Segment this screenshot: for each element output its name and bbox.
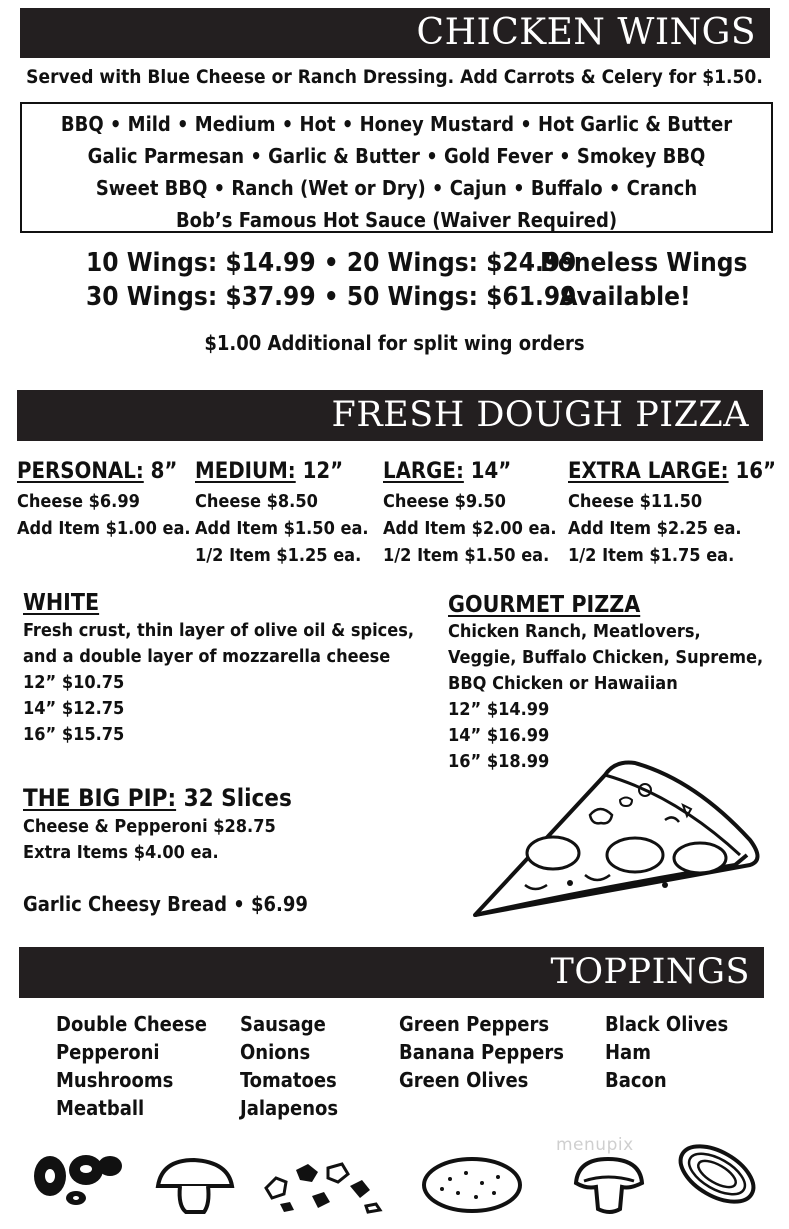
big-pip-subtitle: 32 Slices: [176, 784, 292, 812]
pizza-header-bar: [17, 390, 763, 441]
size-name: LARGE:: [383, 459, 464, 484]
big-pip-line: Cheese & Pepperoni $28.75: [23, 816, 276, 837]
wings-served-with: Served with Blue Cheese or Ranch Dressing. Add Carrots & Celery for $1.50.: [26, 66, 763, 88]
gourmet-pizza-section: [448, 594, 763, 771]
peppers-icon: [258, 1158, 390, 1216]
flavor-line: BBQ • Mild • Medium • Hot • Honey Mustard • Hot Garlic & Butter: [60, 112, 733, 136]
size-inch: 12”: [295, 459, 344, 484]
gourmet-pizza-line: Chicken Ranch, Meatlovers,: [448, 621, 701, 642]
topping-item: Green Olives: [399, 1068, 529, 1092]
chicken-wings-heading: CHICKEN WINGS: [416, 12, 756, 53]
size-price-line: 1/2 Item $1.75 ea.: [568, 545, 735, 566]
size-inch: 16”: [728, 459, 777, 484]
gourmet-pizza-line: 14” $16.99: [448, 725, 550, 746]
size-price-line: Add Item $1.50 ea.: [195, 518, 369, 539]
topping-item: Banana Peppers: [399, 1040, 564, 1064]
toppings-header-bar: [19, 947, 764, 998]
gourmet-pizza-line: Veggie, Buffalo Chicken, Supreme,: [448, 647, 764, 668]
topping-item: Double Cheese: [56, 1012, 207, 1036]
size-price-line: Cheese $11.50: [568, 491, 703, 512]
size-large: [383, 461, 557, 565]
size-inch: 14”: [463, 459, 512, 484]
toppings-column: [605, 1014, 728, 1090]
white-pizza-line: Fresh crust, thin layer of olive oil & spices,: [23, 620, 415, 641]
size-extra-large: [568, 461, 776, 565]
white-pizza-line: and a double layer of mozzarella cheese: [23, 646, 391, 667]
pepperoni-icon: [420, 1155, 525, 1215]
size-name: PERSONAL:: [17, 459, 144, 484]
watermark: menupix: [556, 1135, 634, 1155]
flavor-line: Galic Parmesan • Garlic & Butter • Gold Fever • Smokey BBQ: [87, 144, 706, 168]
toppings-column: [399, 1014, 564, 1090]
topping-item: Onions: [240, 1040, 311, 1064]
big-pip-section: [23, 786, 292, 862]
size-name: MEDIUM:: [195, 459, 296, 484]
topping-item: Jalapenos: [240, 1096, 339, 1120]
olives-icon: [28, 1148, 128, 1210]
onion-icon: [672, 1138, 762, 1210]
wing-prices-line: 10 Wings: $14.99 • 20 Wings: $24.99: [86, 248, 577, 278]
size-price-line: Add Item $2.00 ea.: [383, 518, 557, 539]
size-medium: [195, 461, 369, 565]
size-price-line: Cheese $6.99: [17, 491, 140, 512]
big-pip-title: THE BIG PIP:: [23, 784, 177, 812]
white-pizza-section: [23, 592, 414, 744]
garlic-cheesy-bread: Garlic Cheesy Bread • $6.99: [23, 892, 308, 916]
size-price-line: Add Item $2.25 ea.: [568, 518, 742, 539]
topping-item: Black Olives: [605, 1012, 729, 1036]
topping-item: Ham: [605, 1040, 651, 1064]
boneless-wings-note: Boneless Wings: [540, 248, 748, 278]
white-pizza-line: 12” $10.75: [23, 672, 125, 693]
gourmet-pizza-title: GOURMET PIZZA: [448, 592, 641, 618]
gourmet-pizza-line: BBQ Chicken or Hawaiian: [448, 673, 678, 694]
topping-item: Green Peppers: [399, 1012, 550, 1036]
flavor-line: Bob’s Famous Hot Sauce (Waiver Required): [175, 208, 618, 232]
topping-item: Meatball: [56, 1096, 145, 1120]
wing-prices-line: 30 Wings: $37.99 • 50 Wings: $61.99: [86, 282, 577, 312]
topping-item: Mushrooms: [56, 1068, 174, 1092]
size-price-line: Cheese $8.50: [195, 491, 318, 512]
pizza-slice-icon: [465, 755, 765, 925]
white-pizza-title: WHITE: [23, 590, 100, 616]
flavor-line: Sweet BBQ • Ranch (Wet or Dry) • Cajun • Buffalo • Cranch: [95, 176, 698, 200]
topping-item: Pepperoni: [56, 1040, 160, 1064]
toppings-column: [240, 1014, 338, 1118]
size-personal: [17, 461, 191, 538]
wing-flavors-box: [20, 102, 773, 233]
mushroom-slice-icon: [570, 1153, 648, 1217]
toppings-column: [56, 1014, 207, 1118]
size-price-line: Add Item $1.00 ea.: [17, 518, 191, 539]
mushroom-icon: [152, 1156, 237, 1216]
size-price-line: 1/2 Item $1.50 ea.: [383, 545, 550, 566]
split-wing-note: $1.00 Additional for split wing orders: [204, 331, 585, 355]
size-price-line: Cheese $9.50: [383, 491, 506, 512]
white-pizza-line: 14” $12.75: [23, 698, 125, 719]
toppings-heading: TOPPINGS: [550, 952, 750, 992]
topping-item: Sausage: [240, 1012, 326, 1036]
size-inch: 8”: [143, 459, 178, 484]
gourmet-pizza-line: 16” $18.99: [448, 751, 550, 772]
chicken-wings-header-bar: [20, 8, 770, 58]
topping-item: Tomatoes: [240, 1068, 337, 1092]
gourmet-pizza-line: 12” $14.99: [448, 699, 550, 720]
topping-item: Bacon: [605, 1068, 667, 1092]
big-pip-line: Extra Items $4.00 ea.: [23, 842, 219, 863]
pizza-heading: FRESH DOUGH PIZZA: [331, 395, 749, 435]
white-pizza-line: 16” $15.75: [23, 724, 125, 745]
boneless-wings-note: Available!: [559, 282, 691, 312]
size-price-line: 1/2 Item $1.25 ea.: [195, 545, 362, 566]
size-name: EXTRA LARGE:: [568, 459, 729, 484]
